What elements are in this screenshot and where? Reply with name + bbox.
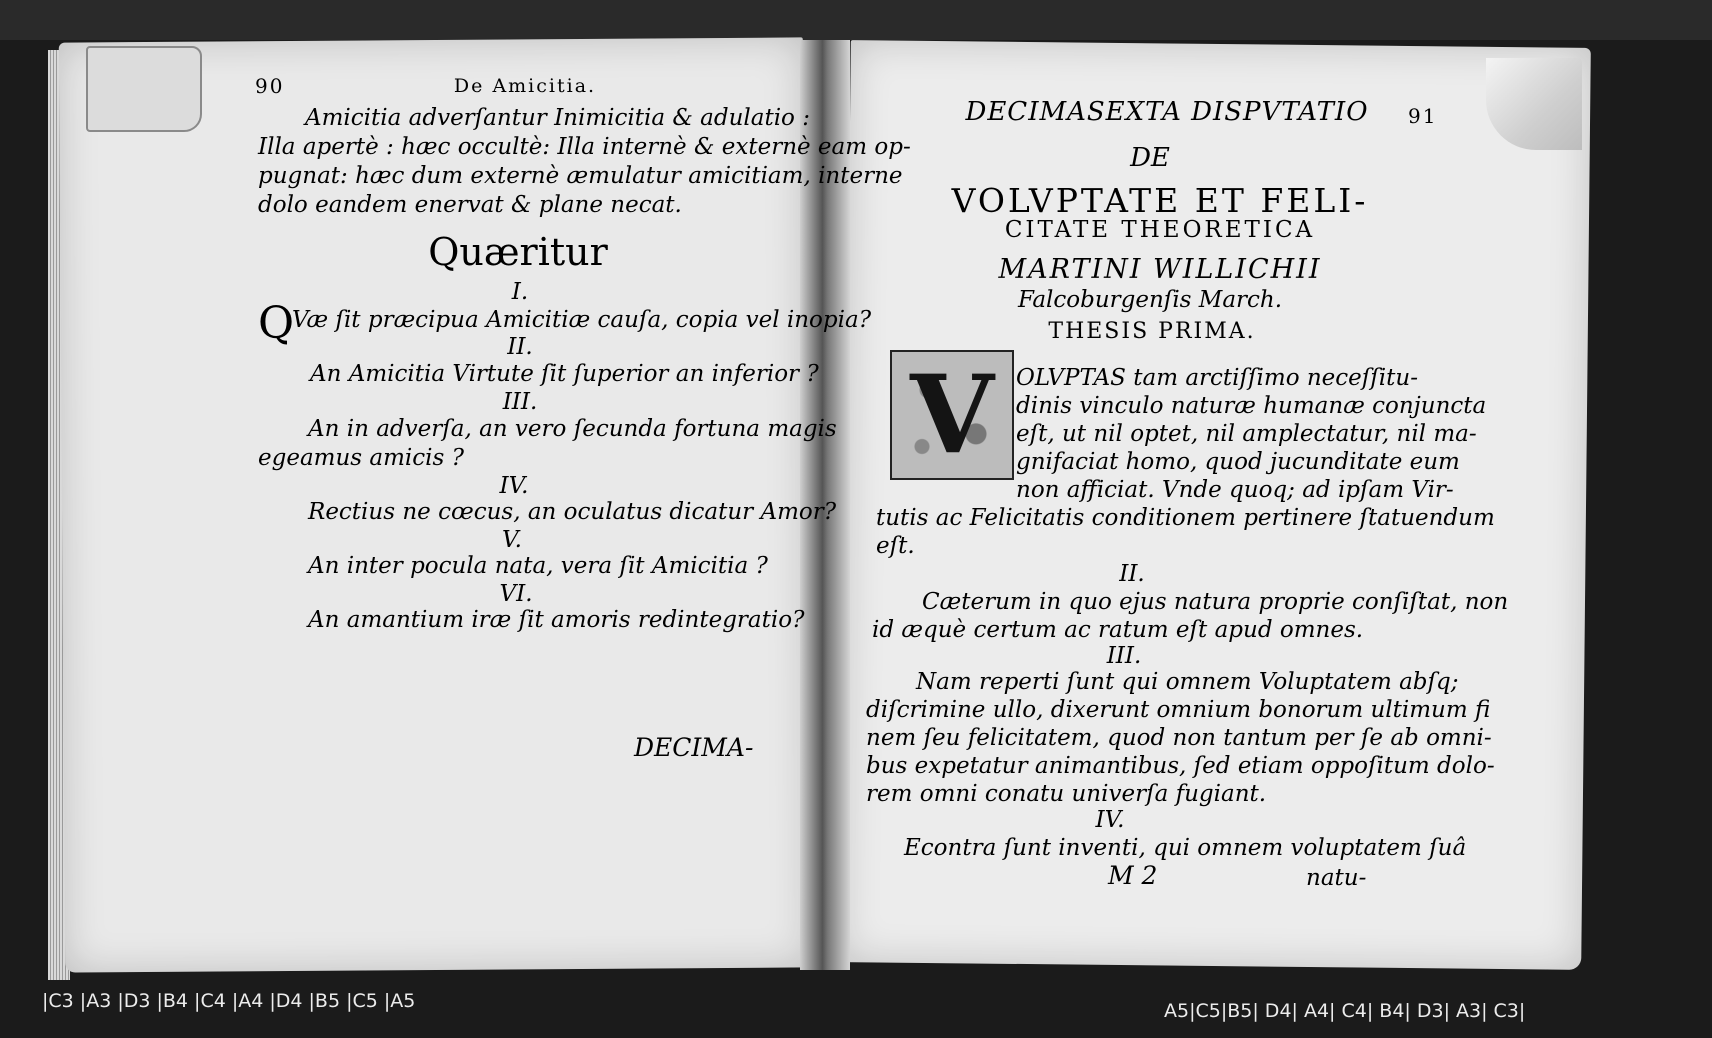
film-codes-right: A5|C5|B5| D4| A4| C4| B4| D3| A3| C3| [1164,1000,1526,1022]
thesis-3-line-4: bus expetatur animantibus, ſed etiam oppoſitum dolo- [866,753,1495,779]
question-2: An Amicitia Virtute ſit ſuperior an inferior ? [310,361,819,387]
author-origin: Falcoburgenſis March. [1017,287,1283,313]
title-line-1: DECIMASEXTA DISPVTATIO [965,97,1369,127]
thesis-1-line-7: eſt. [876,533,915,559]
signature-mark: M 2 [1108,861,1158,890]
thesis-2-number: II. [1119,561,1145,587]
thesis-2-line-1: Cæterum in quo ejus natura proprie conſiſtat, non [922,589,1509,615]
thesis-3-line-5: rem omni conatu univerſa fugiant. [866,781,1267,807]
title-line-3: VOLVPTATE ET FELI- [951,181,1369,220]
intro-line-4: dolo eandem enervat & plane necat. [258,192,682,218]
title-line-4: CITATE THEORETICA [1004,217,1316,243]
question-3-line-2: egeamus amicis ? [258,445,464,471]
question-num-1: I. [511,279,529,305]
ornamental-initial: V [890,350,1014,480]
question-initial-q: Q [258,298,295,349]
question-4: Rectius ne cœcus, an oculatus dicatur Amor? [308,499,837,525]
thesis-2-line-2: id æquè certum ac ratum eſt apud omnes. [872,617,1364,643]
thesis-3-line-1: Nam reperti ſunt qui omnem Voluptatem abſq; [916,669,1459,695]
thesis-1-line-1: OLVPTAS tam arctiſſimo neceſſitu- [1016,365,1418,391]
left-catchword: DECIMA- [634,733,754,762]
thesis-4-line-1: Econtra ſunt inventi, qui omnem voluptatem ſuâ [904,835,1467,861]
heading-quaeritur: Quæritur [428,230,608,274]
title-line-2: DE [1130,143,1170,173]
question-1: Væ ſit præcipua Amicitiæ cauſa, copia vel inopia? [292,307,872,333]
intro-line-2: Illa apertè : hæc occultè: Illa internè & externè eam op- [258,134,911,160]
thesis-3-line-3: nem ſeu felicitatem, quod non tantum per ſe ab omni- [866,725,1492,751]
left-page-number: 90 [255,74,285,98]
film-codes-left: |C3 |A3 |D3 |B4 |C4 |A4 |D4 |B5 |C5 |A5 [42,990,416,1012]
thesis-1-line-6: tutis ac Felicitatis conditionem pertinere ſtatuendum [876,505,1495,531]
question-num-2: II. [507,334,533,360]
question-num-3: III. [502,389,538,415]
question-num-5: V. [502,527,522,553]
thesis-1-line-4: gnifaciat homo, quod jucunditate eum [1016,449,1460,475]
thesis-4-number: IV. [1095,807,1125,833]
thesis-3-line-2: diſcrimine ullo, dixerunt omnium bonorum ultimum fi [866,697,1491,723]
thesis-3-number: III. [1106,643,1142,669]
thesis-heading: THESIS PRIMA. [1048,319,1256,344]
question-6: An amantium iræ ſit amoris redintegratio? [308,607,805,633]
question-3-line-1: An in adverſa, an vero ſecunda fortuna magis [308,416,837,442]
right-page-number: 91 [1408,104,1438,128]
intro-line-3: pugnat: hæc dum externè æmulatur amicitiam, interne [258,163,903,189]
right-catchword: natu- [1306,865,1367,891]
question-num-4: IV. [499,473,529,499]
film-top-band [0,0,1712,40]
intro-line-1: Amicitia adverſantur Inimicitia & adulatio : [305,105,810,131]
thesis-1-line-5: non afficiat. Vnde quoq; ad ipſam Vir- [1016,477,1454,503]
thesis-1-line-2: dinis vinculo naturæ humanæ conjuncta [1016,393,1487,419]
thesis-1-line-3: eſt, ut nil optet, nil amplectatur, nil ma- [1016,421,1477,447]
question-5: An inter pocula nata, vera ſit Amicitia ? [308,553,768,579]
left-running-head: De Amicitia. [453,75,597,97]
author-name: MARTINI WILLICHII [998,254,1322,285]
folded-corner-left [86,46,202,132]
question-num-6: VI. [499,581,533,607]
